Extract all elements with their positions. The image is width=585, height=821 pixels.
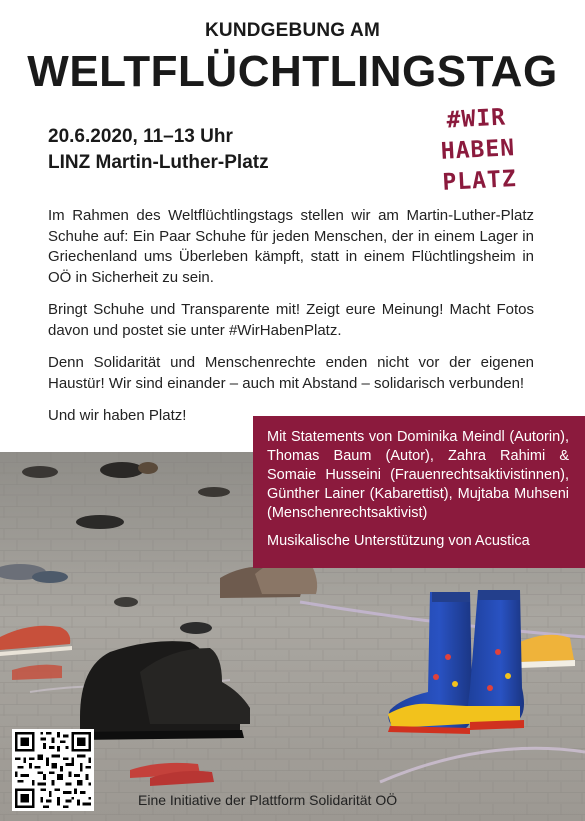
footer-initiative: Eine Initiative der Plattform Solidarität OÖ — [138, 792, 398, 808]
hashtag-line: HABEN — [440, 135, 516, 165]
statements-box — [253, 416, 585, 568]
hashtag-stamp — [416, 101, 541, 200]
body-text — [48, 206, 534, 439]
body-paragraph: Im Rahmen des Weltflüchtlingstags stellen wir am Martin-Luther-Platz Schuhe auf: Ein Paar Schuhe für jeden Menschen, der in einem Lager in Griechenland ums Überleben kämpft, statt in einem Flüchtlingsheim in OÖ in Sicherheit zu sein. — [48, 207, 534, 286]
event-location: LINZ Martin-Luther-Platz — [48, 152, 269, 173]
body-paragraph: Und wir haben Platz! — [48, 407, 187, 424]
event-date-time: 20.6.2020, 11–13 Uhr — [48, 126, 233, 147]
body-paragraph: Bringt Schuhe und Transparente mit! Zeigt eure Meinung! Macht Fotos davon und postet sie unter #WirHabenPlatz. — [48, 301, 534, 339]
statements-speakers: Mit Statements von Dominika Meindl (Autorin), Thomas Baum (Autor), Zahra Rahimi & Somaie Husseini (Frauenrechtsaktivistinnen), Günther Lainer (Kabarettist), Mujtaba Muhseni (Menschenrechtsaktivist) — [267, 429, 569, 521]
hashtag-line: PLATZ — [441, 166, 518, 196]
statements-music: Musikalische Unterstützung von Acustica — [267, 533, 530, 549]
poster-kicker: KUNDGEBUNG AM — [204, 20, 380, 41]
hashtag-line: #WIR — [446, 104, 507, 134]
poster-title: WELTFLÜCHTLINGSTAG — [27, 47, 558, 96]
body-paragraph: Denn Solidarität und Menschenrechte enden nicht vor der eigenen Haustür! Wir sind einander – auch mit Abstand – solidarisch verbunden! — [48, 354, 534, 392]
qr-code — [12, 729, 94, 811]
